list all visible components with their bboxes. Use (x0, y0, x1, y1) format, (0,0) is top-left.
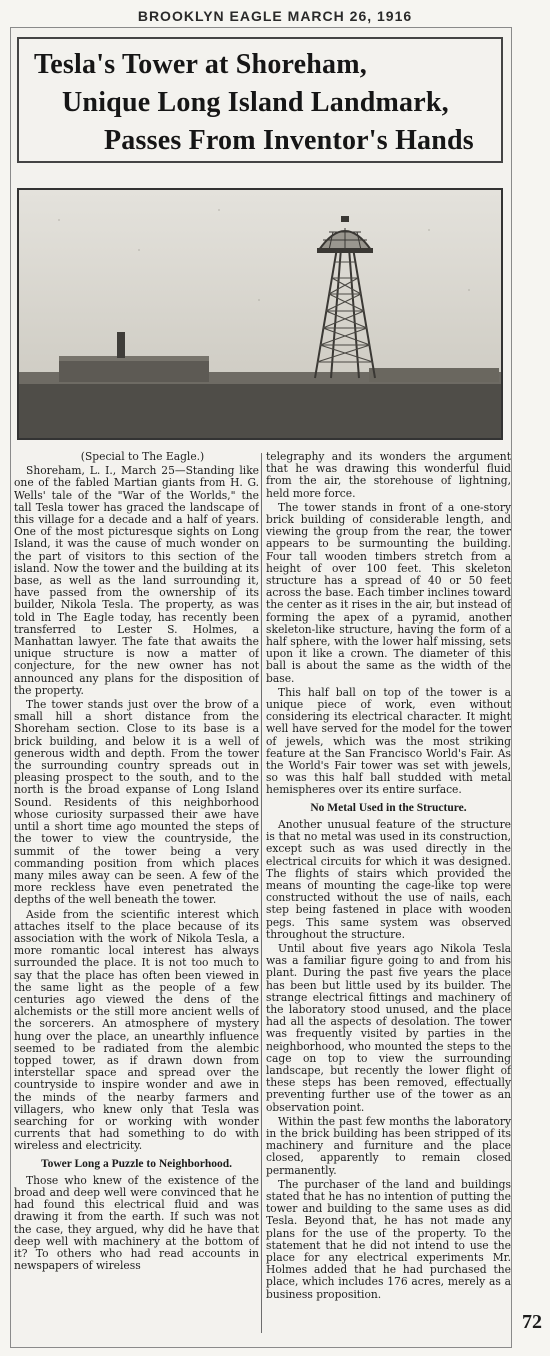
paragraph: telegraphy and its wonders the argument that he was drawing this wonderful fluid from the air, the storehouse of lightning, held more force. (266, 451, 511, 500)
headline-line-2: Unique Long Island Landmark, (62, 87, 449, 118)
paragraph: The tower stands just over the brow of a small hill a short distance from the Shoreham section. Close to its base is a brick building, and below it is a well of generous width and depth. From the tower the surrounding country spreads out in pleasing prospect to the south, and to the north is the broad expanse of Long Island Sound. Residents of this neighborhood whose curiosity surpassed their awe have until a short time ago mounted the steps of the tower to view the countryside, the summit of the tower being a very commanding position from which places many miles away can be seen. A few of the more reckless have even penetrated the depths of the well beneath the tower. (14, 698, 259, 907)
paragraph: Another unusual feature of the structure is that no metal was used in its construction, except such as was used directly in the electrical circuits for which it was designed. The flights of stairs which provided the means of mounting the cage-like top were constructed without the use of nails, each step being fastened in place with wooden pegs. This same system was observed throughout the structure. (266, 817, 511, 941)
paragraph: Within the past few months the laboratory in the brick building has been stripped of its machinery and furniture and the place closed, apparently to remain closed permanently. (266, 1114, 511, 1177)
article-column-right (266, 451, 511, 1337)
column-divider (261, 453, 262, 1333)
headline-line-3: Passes From Inventor's Hands (104, 125, 474, 156)
paragraph: Aside from the scientific interest which attaches itself to the place because of its association with the work of Nikola Tesla, a more romantic local interest has always surrounded the place. It is not too much to say that the place has often been viewed in the same light as the people of a few centuries ago viewed the dens of the alchemists or the still more ancient wells of the sorcerers. An atmosphere of mystery hung over the place, an unearthly influence seemed to be radiated from the alembic topped tower, as if drawn down from interstellar space and spread over the countryside to inspire wonder and awe in the minds of the nearby farmers and villagers, who knew only that Tesla was searching for or working with wonder currents that had something to do with wireless and electricity. (14, 907, 259, 1153)
article-column-left (14, 451, 259, 1337)
subheading: Tower Long a Puzzle to Neighborhood. (40, 1157, 233, 1170)
newspaper-clipping (10, 27, 512, 1348)
paragraph: The purchaser of the land and buildings stated that he has no intention of putting the tower and building to the same uses as did Tesla. Beyond that, he has not made any plans for the use of the property. To the statement that he did not intend to use the place for any electrical experiments Mr. Holmes added that he had purchased the place, which includes 176 acres, merely as a business proposition. (266, 1177, 511, 1301)
paragraph: The tower stands in front of a one-story brick building of considerable length, and viewing the group from the rear, the tower appears to be surmounting the building. Four tall wooden timbers stretch from a height of over 100 feet. This skeleton structure has a spread of 40 or 50 feet across the base. Each timber inclines toward the center as it rises in the air, but instead of forming the apex of a pyramid, another skeleton-like structure, having the form of a half sphere, with the lower half missing, sets upon it like a crown. The diameter of this ball is about the same as the width of the base. (266, 500, 511, 685)
tower-photograph (17, 188, 503, 440)
paragraph: Those who knew of the existence of the broad and deep well were convinced that he had found this electrical fluid and was drawing it from the earth. If such was not the case, they argued, why did he have that deep well with machinery at the bottom of it? To others who had read accounts in newspapers of wireless (14, 1173, 259, 1273)
special-byline: (Special to The Eagle.) (80, 451, 205, 463)
headline-box (17, 37, 503, 163)
paragraph: This half ball on top of the tower is a unique piece of work, even without considering its electrical character. It might well have served for the model for the tower of jewels, which was the most striking feature at the San Francisco World's Fair. As the World's Fair tower was set with jewels, so was this half ball studded with metal hemispheres over its entire surface. (266, 685, 511, 797)
subheading: No Metal Used in the Structure. (310, 801, 467, 814)
paragraph: Until about five years ago Nikola Tesla was a familiar figure going to and from his plant. During the past five years the place has been but little used by its builder. The strange electrical fittings and machinery of the laboratory stood unused, and the place had all the aspects of desolation. The tower was frequently visited by parties in the neighborhood, who mounted the steps to the cage on top to view the surrounding landscape, but recently the lower flight of these steps has been removed, effectually preventing further use of the tower as an observation point. (266, 941, 511, 1114)
tower-photo-image (19, 190, 501, 438)
dateline: BROOKLYN EAGLE MARCH 26, 1916 (137, 8, 413, 24)
headline-line-1: Tesla's Tower at Shoreham, (34, 49, 367, 80)
page-number: 72 (522, 1311, 542, 1333)
paragraph: Shoreham, L. I., March 25—Standing like one of the fabled Martian giants from H. G. Wells' tale of the "War of the Worlds," the tall Tesla tower has graced the landscape of this village for a decade and a half of years. One of the most picturesque sights on Long Island, it was the cause of much wonder on the part of visitors to this section of the island. Now the tower and the building at its base, as well as the land surrounding it, have passed from the ownership of its builder, Nikola Tesla. The property, as was told in The Eagle today, has recently been transferred to Lester S. Holmes, a Manhattan lawyer. The fate that awaits the unique structure is now a matter of conjecture, for the new owner has not announced any plans for the disposition of the property. (14, 464, 259, 697)
